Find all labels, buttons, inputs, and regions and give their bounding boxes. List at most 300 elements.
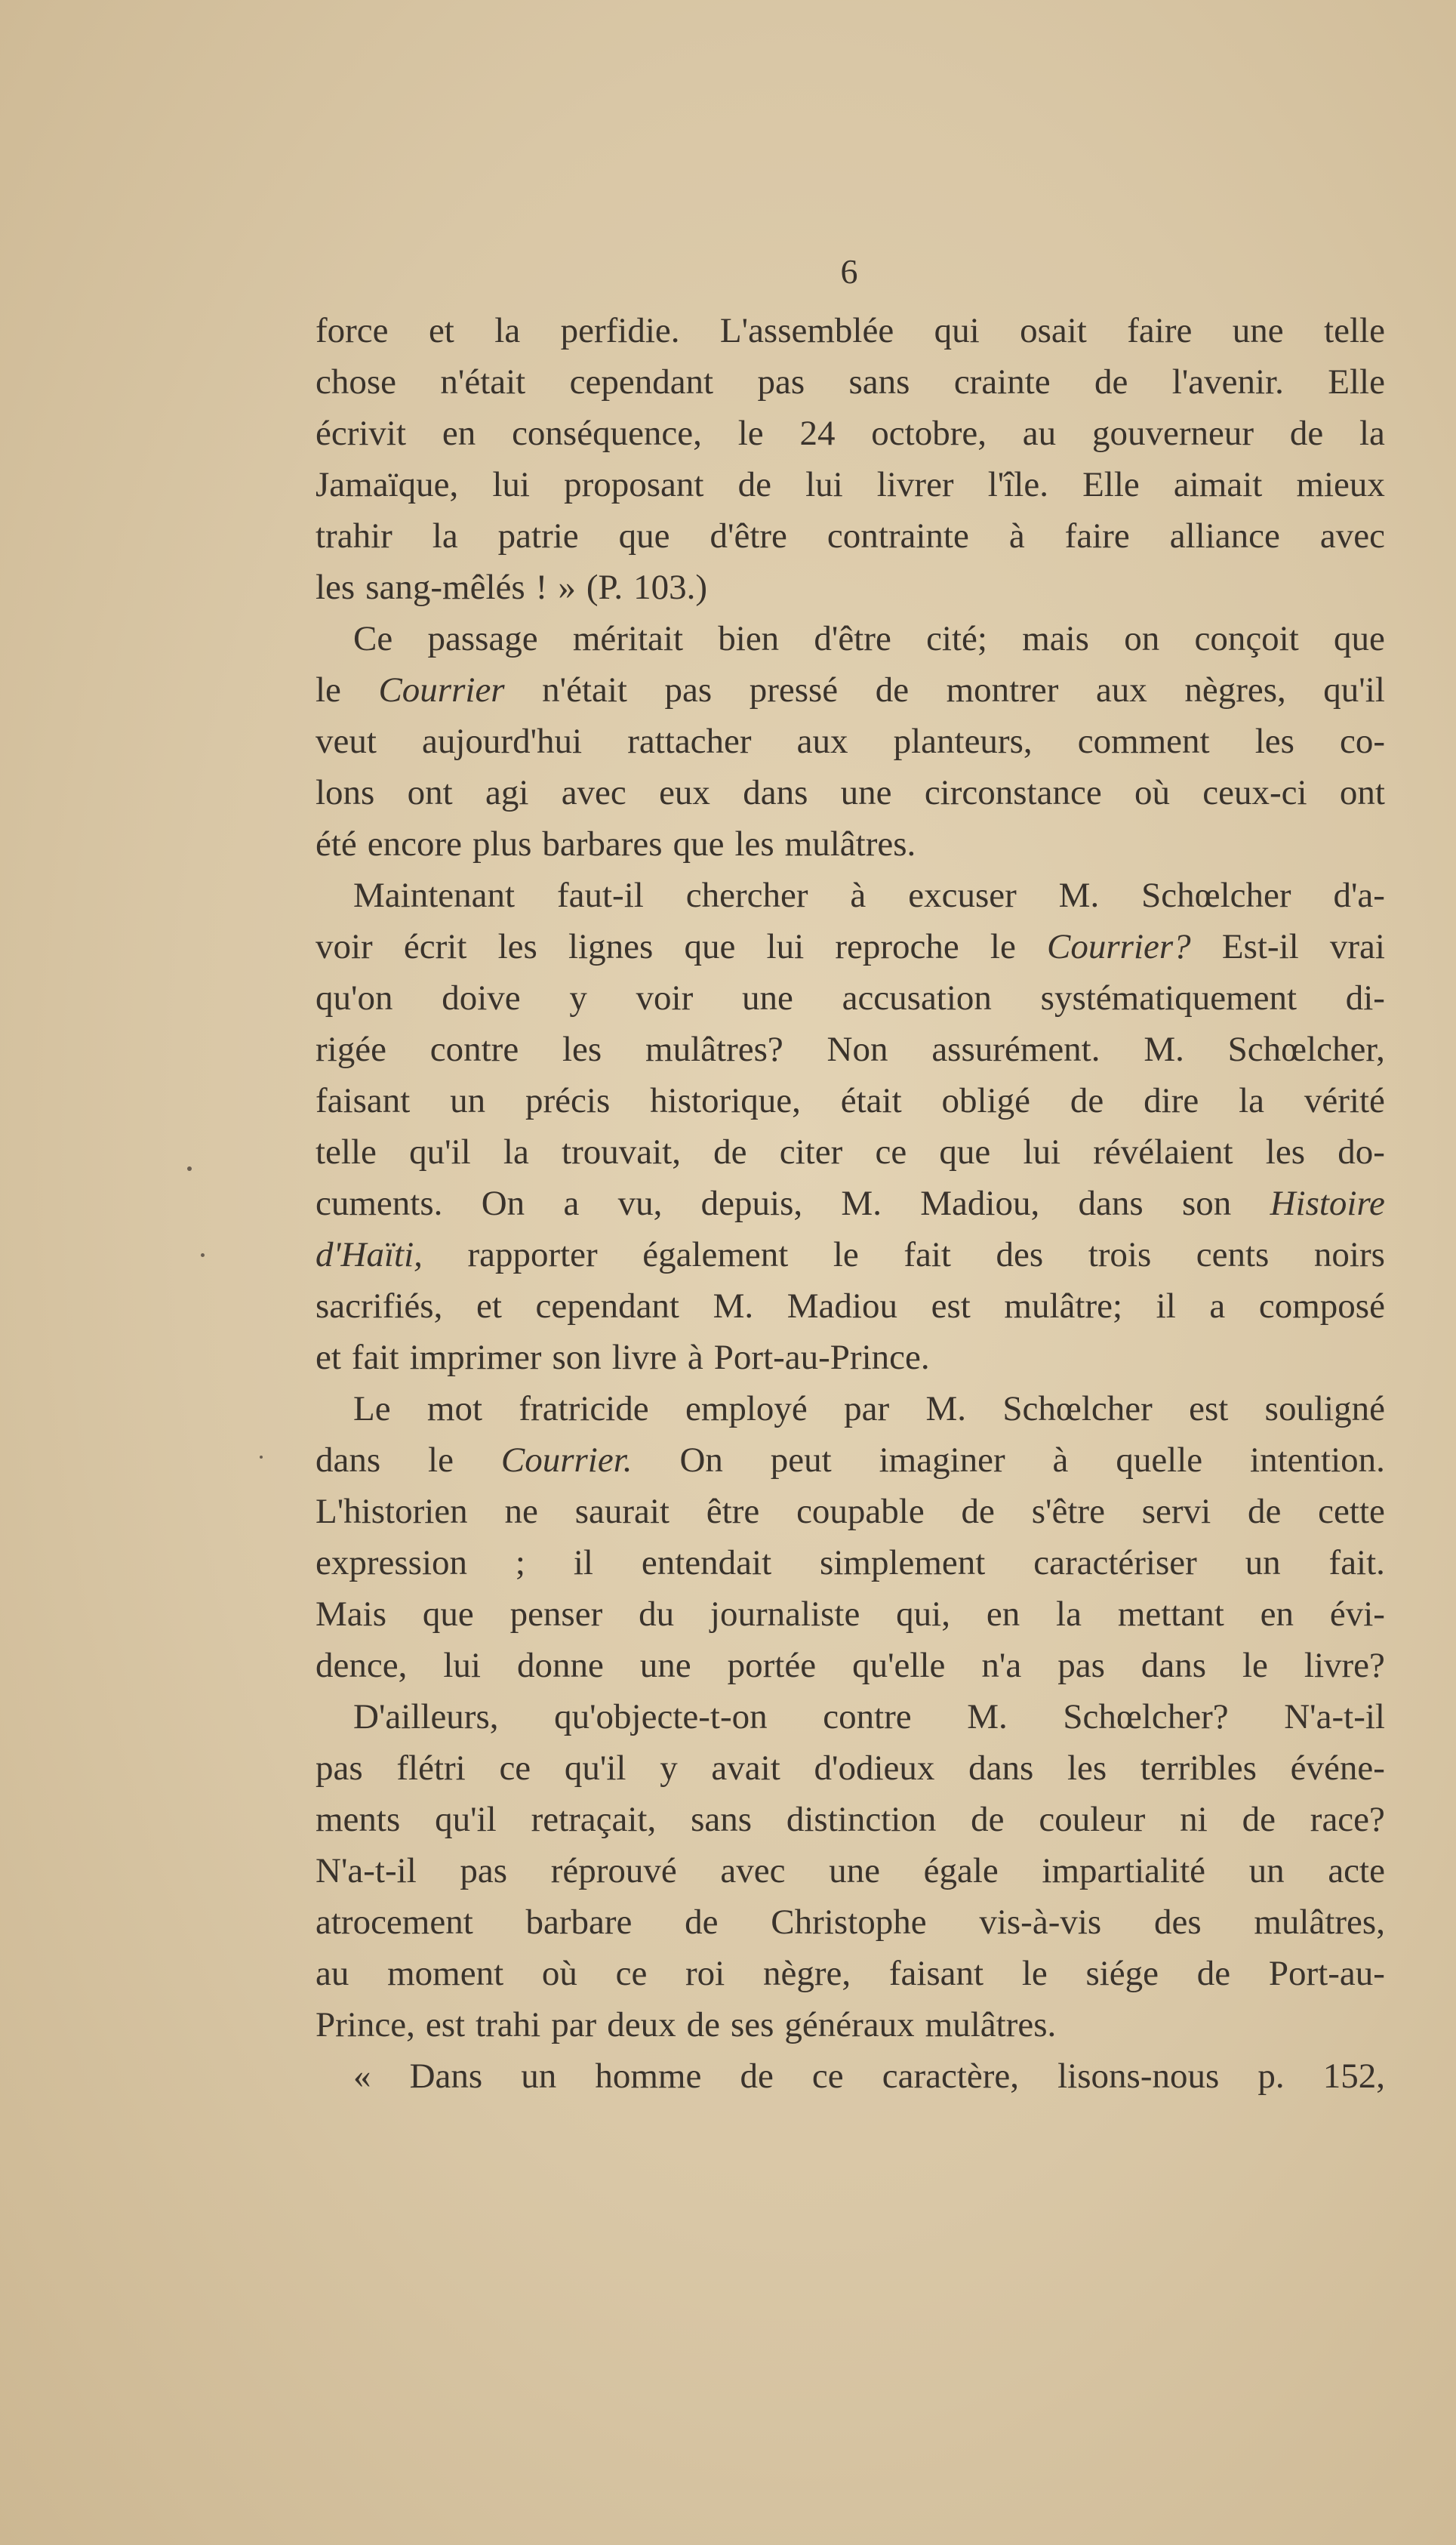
word: son bbox=[1181, 1184, 1232, 1223]
word: proposant bbox=[564, 465, 704, 504]
word: en bbox=[442, 414, 476, 453]
text-line bbox=[316, 1794, 1385, 1845]
word: barbare bbox=[525, 1903, 633, 1942]
text-line bbox=[316, 1486, 1385, 1537]
word: M. bbox=[713, 1286, 754, 1326]
word: la bbox=[432, 516, 458, 556]
word: ne bbox=[504, 1492, 538, 1531]
word: une bbox=[1232, 311, 1284, 350]
text-line bbox=[316, 2050, 1385, 2102]
word: caractère, bbox=[882, 2057, 1020, 2096]
word: M. bbox=[967, 1697, 1008, 1736]
word: siége bbox=[1085, 1954, 1159, 1993]
word: servi bbox=[1141, 1492, 1211, 1531]
word: fait. bbox=[1328, 1543, 1385, 1582]
word: était bbox=[840, 1081, 902, 1120]
word: dans bbox=[316, 1440, 381, 1480]
word: D'ailleurs, bbox=[353, 1697, 499, 1736]
word: roi bbox=[685, 1954, 725, 1993]
word: peut bbox=[770, 1440, 832, 1480]
word: ce bbox=[811, 2057, 844, 2096]
word: (P. bbox=[586, 568, 623, 607]
word: livre bbox=[611, 1338, 677, 1377]
word: lui bbox=[766, 927, 805, 966]
word: écrivit bbox=[316, 414, 407, 453]
word: ont bbox=[407, 773, 453, 812]
word: assurément. bbox=[931, 1030, 1100, 1069]
word: telle bbox=[1324, 311, 1385, 350]
word: dans bbox=[1078, 1184, 1144, 1223]
word: mettant bbox=[1117, 1594, 1224, 1634]
word: imaginer bbox=[879, 1440, 1005, 1480]
word: couleur bbox=[1039, 1800, 1146, 1839]
word: planteurs, bbox=[893, 722, 1033, 761]
word: eux bbox=[659, 773, 710, 812]
text-line bbox=[316, 870, 1385, 921]
text-line bbox=[316, 664, 1385, 716]
word: de bbox=[737, 465, 771, 504]
word: est bbox=[425, 2005, 466, 2044]
word: du bbox=[639, 1594, 675, 1634]
word: Port-au-Prince. bbox=[713, 1338, 930, 1377]
word: fait bbox=[351, 1338, 399, 1377]
word: plus bbox=[473, 824, 532, 864]
word: entendait bbox=[641, 1543, 772, 1582]
word: l'île. bbox=[987, 465, 1048, 504]
word: race? bbox=[1310, 1800, 1385, 1839]
word: Courrier? bbox=[1047, 927, 1191, 966]
word: réprouvé bbox=[550, 1851, 677, 1890]
word: coupable bbox=[796, 1492, 925, 1531]
word: ni bbox=[1180, 1800, 1208, 1839]
word: lui bbox=[1023, 1132, 1061, 1172]
word: la bbox=[1359, 414, 1385, 453]
word: cité; bbox=[926, 619, 987, 658]
text-line bbox=[316, 1332, 1385, 1383]
word: méritait bbox=[572, 619, 684, 658]
text-line bbox=[316, 1845, 1385, 1896]
word: une bbox=[829, 1851, 880, 1890]
word: n'a bbox=[981, 1646, 1022, 1685]
word: telle bbox=[316, 1132, 377, 1172]
word: qu'elle bbox=[852, 1646, 946, 1685]
text-line bbox=[316, 1075, 1385, 1126]
text-line bbox=[316, 1999, 1385, 2050]
word: ont bbox=[1339, 773, 1385, 812]
word: Dans bbox=[409, 2057, 483, 2096]
word: le bbox=[316, 670, 341, 710]
word: de bbox=[686, 2005, 720, 2044]
word: d'a- bbox=[1333, 876, 1385, 915]
word: Madiou, bbox=[920, 1184, 1040, 1223]
word: y bbox=[660, 1749, 678, 1788]
word: sans bbox=[691, 1800, 753, 1839]
word: un bbox=[1248, 1851, 1285, 1890]
word: voir bbox=[316, 927, 373, 966]
word: vrai bbox=[1329, 927, 1385, 966]
word: que bbox=[422, 1594, 474, 1634]
word: ! bbox=[535, 568, 548, 607]
word: ments bbox=[316, 1800, 401, 1839]
text-line bbox=[316, 716, 1385, 767]
word: ceux-ci bbox=[1202, 773, 1307, 812]
word: de bbox=[740, 2057, 774, 2096]
word: fait bbox=[903, 1235, 951, 1274]
word: les bbox=[316, 568, 356, 607]
word: qu'il bbox=[435, 1800, 497, 1839]
word: 103.) bbox=[633, 568, 708, 607]
word: mulâtres? bbox=[645, 1030, 783, 1069]
word: journaliste bbox=[710, 1594, 860, 1634]
word: est bbox=[1189, 1389, 1229, 1428]
word: un bbox=[1245, 1543, 1281, 1582]
word: la bbox=[503, 1132, 529, 1172]
word: qu'objecte-t-on bbox=[554, 1697, 768, 1736]
word: au bbox=[1022, 414, 1057, 453]
word: acte bbox=[1328, 1851, 1385, 1890]
word: simplement bbox=[820, 1543, 986, 1582]
word: contre bbox=[429, 1030, 519, 1069]
word: agi bbox=[485, 773, 529, 812]
text-line bbox=[316, 1742, 1385, 1794]
word: à bbox=[850, 876, 867, 915]
word: noirs bbox=[1313, 1235, 1385, 1274]
word: Mais bbox=[316, 1594, 386, 1634]
word: on bbox=[1124, 619, 1160, 658]
word: Courrier. bbox=[500, 1440, 633, 1480]
text-line bbox=[316, 408, 1385, 459]
word: trahi bbox=[476, 2005, 541, 2044]
word: cette bbox=[1318, 1492, 1385, 1531]
text-line bbox=[316, 1024, 1385, 1075]
word: de bbox=[1196, 1954, 1231, 1993]
word: évi- bbox=[1329, 1594, 1385, 1634]
word: sans bbox=[848, 362, 910, 402]
word: mot bbox=[426, 1389, 483, 1428]
word: saurait bbox=[574, 1492, 670, 1531]
word: systématiquement bbox=[1040, 978, 1297, 1018]
word: donne bbox=[516, 1646, 604, 1685]
word: les bbox=[497, 927, 537, 966]
word: force bbox=[316, 311, 389, 350]
word: Elle bbox=[1328, 362, 1385, 402]
word: les bbox=[562, 1030, 602, 1069]
text-line bbox=[316, 562, 1385, 613]
word: vis-à-vis bbox=[979, 1903, 1102, 1942]
word: égale bbox=[923, 1851, 999, 1890]
word: le bbox=[428, 1440, 454, 1480]
word: son bbox=[552, 1338, 602, 1377]
word: souligné bbox=[1264, 1389, 1385, 1428]
word: patrie bbox=[497, 516, 579, 556]
word: de bbox=[713, 1132, 747, 1172]
word: composé bbox=[1258, 1286, 1385, 1326]
word: Jamaïque, bbox=[316, 465, 459, 504]
word: voir bbox=[636, 978, 694, 1018]
word: octobre, bbox=[871, 414, 987, 453]
word: Schœlcher bbox=[1002, 1389, 1153, 1428]
word: retraçait, bbox=[531, 1800, 657, 1839]
word: do- bbox=[1337, 1132, 1385, 1172]
word: barbares bbox=[542, 824, 663, 864]
word: historique, bbox=[650, 1081, 801, 1120]
word: conséquence, bbox=[512, 414, 702, 453]
word: homme bbox=[595, 2057, 702, 2096]
paper-speck bbox=[187, 1166, 192, 1171]
word: bien bbox=[718, 619, 780, 658]
word: circonstance bbox=[924, 773, 1102, 812]
word: les bbox=[1254, 722, 1294, 761]
page-number: 6 bbox=[840, 252, 858, 291]
word: écrit bbox=[403, 927, 467, 966]
word: quelle bbox=[1116, 1440, 1203, 1480]
word: les bbox=[1265, 1132, 1305, 1172]
word: co- bbox=[1339, 722, 1385, 761]
word: n'était bbox=[542, 670, 627, 710]
word: pas bbox=[757, 362, 805, 402]
word: caractériser bbox=[1033, 1543, 1197, 1582]
word: où bbox=[541, 1954, 577, 1993]
word: Histoire bbox=[1270, 1184, 1385, 1223]
word: une bbox=[639, 1646, 691, 1685]
word: pressé bbox=[749, 670, 839, 710]
word: nègre, bbox=[762, 1954, 851, 1993]
word: lui bbox=[492, 465, 530, 504]
word: montrer bbox=[946, 670, 1059, 710]
word: révélaient bbox=[1093, 1132, 1233, 1172]
word: Christophe bbox=[771, 1903, 927, 1942]
word: livrer bbox=[876, 465, 954, 504]
word: par bbox=[844, 1389, 890, 1428]
word: mais bbox=[1022, 619, 1089, 658]
text-line bbox=[316, 1896, 1385, 1948]
word: rapporter bbox=[467, 1235, 598, 1274]
word: le bbox=[1242, 1646, 1268, 1685]
text-line bbox=[316, 1229, 1385, 1280]
word: événe- bbox=[1290, 1749, 1385, 1788]
word: qu'il bbox=[1323, 670, 1385, 710]
word: le bbox=[1021, 1954, 1048, 1993]
word: de bbox=[1242, 1800, 1276, 1839]
word: » bbox=[558, 568, 576, 607]
word: généraux bbox=[784, 2005, 915, 2044]
word: un bbox=[521, 2057, 557, 2096]
text-line bbox=[316, 459, 1385, 510]
word: également bbox=[642, 1235, 789, 1274]
word: lui bbox=[805, 465, 843, 504]
word: qu'on bbox=[316, 978, 393, 1018]
word: lignes bbox=[568, 927, 654, 966]
word: Courrier bbox=[378, 670, 505, 710]
word: à bbox=[687, 1338, 703, 1377]
word: la bbox=[494, 311, 521, 350]
word: distinction bbox=[786, 1800, 937, 1839]
word: d'être bbox=[814, 619, 891, 658]
word: employé bbox=[685, 1389, 808, 1428]
word: il bbox=[1156, 1286, 1176, 1326]
word: rattacher bbox=[627, 722, 752, 761]
word: pas bbox=[316, 1749, 363, 1788]
word: la bbox=[1056, 1594, 1082, 1634]
word: mieux bbox=[1296, 465, 1385, 504]
word: d'Haïti, bbox=[316, 1235, 423, 1274]
word: Est-il bbox=[1221, 927, 1299, 966]
word: On bbox=[481, 1184, 525, 1223]
word: ce bbox=[875, 1132, 907, 1172]
word: précis bbox=[525, 1081, 611, 1120]
text-line bbox=[316, 1178, 1385, 1229]
word: que bbox=[939, 1132, 991, 1172]
word: citer bbox=[779, 1132, 843, 1172]
word: qui bbox=[934, 311, 980, 350]
word: pas bbox=[460, 1851, 508, 1890]
word: et bbox=[428, 311, 454, 350]
word: en bbox=[1260, 1594, 1294, 1634]
word: conçoit bbox=[1194, 619, 1299, 658]
text-line bbox=[316, 1280, 1385, 1332]
word: vu, bbox=[617, 1184, 663, 1223]
word: des bbox=[996, 1235, 1044, 1274]
word: où bbox=[1134, 773, 1170, 812]
word: à bbox=[1008, 516, 1025, 556]
word: fratricide bbox=[519, 1389, 649, 1428]
word: excuser bbox=[908, 876, 1017, 915]
word: contre bbox=[823, 1697, 912, 1736]
word: 24 bbox=[799, 414, 836, 453]
word: p. bbox=[1257, 2057, 1285, 2096]
word: de bbox=[971, 1800, 1005, 1839]
word: été bbox=[316, 824, 357, 864]
word: Maintenant bbox=[353, 876, 516, 915]
word: des bbox=[1153, 1903, 1202, 1942]
word: n'était bbox=[440, 362, 526, 402]
word: nègres, bbox=[1184, 670, 1286, 710]
word: de bbox=[875, 670, 910, 710]
text-line bbox=[316, 1537, 1385, 1588]
word: a bbox=[563, 1184, 580, 1223]
word: obligé bbox=[941, 1081, 1031, 1120]
word: avait bbox=[711, 1749, 780, 1788]
word: M. bbox=[925, 1389, 967, 1428]
word: le bbox=[737, 414, 764, 453]
word: trahir bbox=[316, 516, 392, 556]
word: dans bbox=[743, 773, 808, 812]
word: être bbox=[706, 1492, 760, 1531]
word: crainte bbox=[953, 362, 1051, 402]
word: une bbox=[741, 978, 793, 1018]
word: ce bbox=[499, 1749, 531, 1788]
word: ce bbox=[615, 1954, 648, 1993]
word: de bbox=[1289, 414, 1324, 453]
word: L'historien bbox=[316, 1492, 468, 1531]
word: 152, bbox=[1322, 2057, 1385, 2096]
word: que bbox=[673, 824, 725, 864]
word: Schœlcher bbox=[1141, 876, 1291, 915]
word: cependant bbox=[569, 362, 714, 402]
word: de bbox=[1247, 1492, 1282, 1531]
word: cents bbox=[1196, 1235, 1270, 1274]
word: rigée bbox=[316, 1030, 386, 1069]
word: au bbox=[316, 1954, 349, 1993]
word: atrocement bbox=[316, 1903, 473, 1942]
word: M. bbox=[1058, 876, 1100, 915]
word: imprimer bbox=[409, 1338, 542, 1377]
word: par bbox=[551, 2005, 597, 2044]
word: y bbox=[569, 978, 587, 1018]
word: chose bbox=[316, 362, 397, 402]
word: doive bbox=[442, 978, 521, 1018]
word: est bbox=[931, 1286, 971, 1326]
paper-speck bbox=[201, 1253, 205, 1257]
word: faisant bbox=[316, 1081, 411, 1120]
word: pas bbox=[1057, 1646, 1105, 1685]
word: Schœlcher? bbox=[1063, 1697, 1229, 1736]
word: expression bbox=[316, 1543, 468, 1582]
word: deux bbox=[607, 2005, 676, 2044]
word: alliance bbox=[1169, 516, 1280, 556]
word: encore bbox=[367, 824, 463, 864]
word: les bbox=[734, 824, 774, 864]
word: gouverneur bbox=[1091, 414, 1254, 453]
word: N'a-t-il bbox=[1284, 1697, 1385, 1736]
word: reproche bbox=[835, 927, 959, 966]
word: une bbox=[840, 773, 892, 812]
word: accusation bbox=[842, 978, 992, 1018]
text-line bbox=[316, 1126, 1385, 1178]
word: que bbox=[684, 927, 736, 966]
word: Elle bbox=[1082, 465, 1140, 504]
word: Non bbox=[827, 1030, 888, 1069]
word: lisons-nous bbox=[1057, 2057, 1220, 2096]
text-line bbox=[316, 1434, 1385, 1486]
word: de bbox=[961, 1492, 995, 1531]
word: avec bbox=[1319, 516, 1385, 556]
word: mulâtres. bbox=[784, 824, 916, 864]
word: un bbox=[450, 1081, 486, 1120]
word: lons bbox=[316, 773, 375, 812]
word: de bbox=[1070, 1081, 1104, 1120]
word: qui, bbox=[896, 1594, 950, 1634]
text-line bbox=[316, 921, 1385, 972]
text-line bbox=[316, 1691, 1385, 1742]
word: impartialité bbox=[1042, 1851, 1206, 1890]
word: l'avenir. bbox=[1171, 362, 1284, 402]
word: mulâtre; bbox=[1004, 1286, 1123, 1326]
word: chercher bbox=[685, 876, 808, 915]
word: ; bbox=[515, 1543, 525, 1582]
word: dans bbox=[968, 1749, 1034, 1788]
word: dire bbox=[1144, 1081, 1199, 1120]
word: sang-mêlés bbox=[365, 568, 525, 607]
word: faire bbox=[1064, 516, 1130, 556]
text-line bbox=[316, 510, 1385, 562]
word: moment bbox=[387, 1954, 504, 1993]
word: le bbox=[833, 1235, 859, 1274]
word: Schœlcher, bbox=[1227, 1030, 1385, 1069]
word: il bbox=[573, 1543, 593, 1582]
word: s'être bbox=[1031, 1492, 1105, 1531]
word: faire bbox=[1127, 311, 1193, 350]
word: contrainte bbox=[827, 516, 969, 556]
word: et bbox=[476, 1286, 502, 1326]
word: aujourd'hui bbox=[422, 722, 583, 761]
word: en bbox=[986, 1594, 1020, 1634]
word: dans bbox=[1140, 1646, 1206, 1685]
word: Le bbox=[353, 1389, 391, 1428]
word: M. bbox=[1144, 1030, 1184, 1069]
paper-speck bbox=[260, 1456, 263, 1459]
word: ses bbox=[730, 2005, 774, 2044]
